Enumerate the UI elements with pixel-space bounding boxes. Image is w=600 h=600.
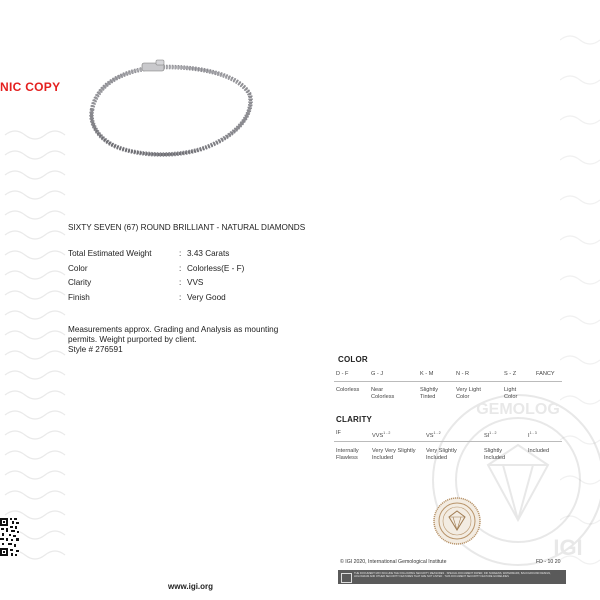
- property-value: VVS: [187, 278, 204, 287]
- color-code: G - J: [371, 371, 384, 377]
- clarity-grade-codes: [336, 430, 566, 438]
- measurement-note: Measurements approx. Grading and Analysis as mounting permits. Weight purported by client.: [68, 325, 279, 344]
- property-row: [68, 249, 328, 264]
- clarity-code-base: SI: [484, 432, 490, 439]
- item-description-title: SIXTY SEVEN (67) ROUND BRILLIANT - NATURAL DIAMONDS: [68, 223, 306, 232]
- property-separator: :: [179, 263, 182, 273]
- svg-text:IGI: IGI: [553, 535, 583, 560]
- property-label: Finish: [68, 292, 90, 302]
- divider: [334, 381, 562, 382]
- security-pattern-left: [0, 125, 68, 565]
- color-description: Near Colorless: [371, 387, 395, 400]
- color-description: Very Light Color: [456, 387, 481, 400]
- clarity-code-base: I: [528, 432, 530, 439]
- color-grade-codes: [336, 371, 566, 379]
- property-value: Very Good: [187, 292, 226, 302]
- properties-table: [68, 249, 328, 307]
- color-code: K - M: [420, 371, 434, 377]
- clarity-description: Slightly Included: [484, 448, 506, 461]
- color-description: Colorless: [336, 387, 360, 393]
- qr-code-icon[interactable]: [0, 517, 20, 557]
- property-row: [68, 293, 328, 308]
- clarity-scale-heading: CLARITY: [336, 415, 373, 424]
- property-row: [68, 278, 328, 293]
- property-label: Total Estimated Weight: [68, 249, 152, 258]
- clarity-description: Very Very Slightly Included: [372, 448, 416, 461]
- style-number: Style # 276591: [68, 345, 123, 354]
- clarity-code: [336, 430, 341, 437]
- clarity-code-grade: 1 - 2: [489, 431, 497, 435]
- color-grade-descriptions: [336, 387, 566, 403]
- clarity-code-base: VVS: [372, 432, 384, 439]
- form-code: FD - 10 20: [536, 559, 561, 565]
- property-value: 3.43 Carats: [187, 249, 230, 258]
- clarity-code: [372, 430, 390, 440]
- website-link[interactable]: www.igi.org: [168, 582, 214, 591]
- property-value: Colorless(E - F): [187, 263, 245, 273]
- clarity-code-grade: 1 - 2: [383, 431, 391, 435]
- clarity-code: [426, 430, 441, 440]
- igi-gold-seal-icon: [433, 497, 481, 545]
- color-description: Light Color: [504, 387, 518, 400]
- property-label: Clarity: [68, 278, 92, 287]
- clarity-description: Internally Flawless: [336, 448, 359, 461]
- electronic-copy-watermark: NIC COPY: [0, 80, 61, 94]
- divider: [334, 441, 562, 442]
- security-disclaimer-bar: [338, 570, 566, 584]
- svg-text:GEMOLOG: GEMOLOG: [476, 401, 560, 418]
- property-separator: :: [179, 249, 182, 258]
- clarity-description: Very Slightly Included: [426, 448, 457, 461]
- clarity-code: [484, 430, 497, 440]
- security-disclaimer-text: THE DOCUMENT MAY INCLUDE THE FOLLOWING SECURITY MEASURES · SPECIAL DOCUMENT PAPER, INK SCREENS, WATERMARK, BACKGROUND DESIGN, HOLOGRAM AND OTHER SECURITY FEATURES THAT ARE NOT LISTED · THIS DOCUMENT SECURITY FEATURE GUIDELINES: [354, 572, 551, 579]
- color-code: D - F: [336, 371, 349, 377]
- document-icon: [341, 573, 352, 583]
- clarity-description: Included: [528, 448, 550, 454]
- color-code: N - R: [456, 371, 470, 377]
- copyright-notice: © IGI 2020, International Gemological Institute: [340, 559, 447, 565]
- color-scale-heading: COLOR: [338, 355, 368, 364]
- property-label: Color: [68, 263, 88, 273]
- bracelet-photo: [72, 55, 262, 165]
- clarity-grade-descriptions: [336, 448, 566, 464]
- clarity-code-grade: 1 - 3: [529, 431, 537, 435]
- clarity-code: [528, 430, 537, 440]
- clarity-code-base: VS: [426, 432, 434, 439]
- color-code: FANCY: [536, 371, 555, 377]
- clarity-code-grade: 1 - 2: [433, 431, 441, 435]
- color-code: S - Z: [504, 371, 517, 377]
- grading-notes: [68, 325, 308, 355]
- property-separator: :: [179, 292, 182, 302]
- color-description: Slightly Tinted: [420, 387, 439, 400]
- property-row: [68, 264, 328, 279]
- clarity-code-base: IF: [336, 430, 341, 436]
- property-separator: :: [179, 278, 182, 287]
